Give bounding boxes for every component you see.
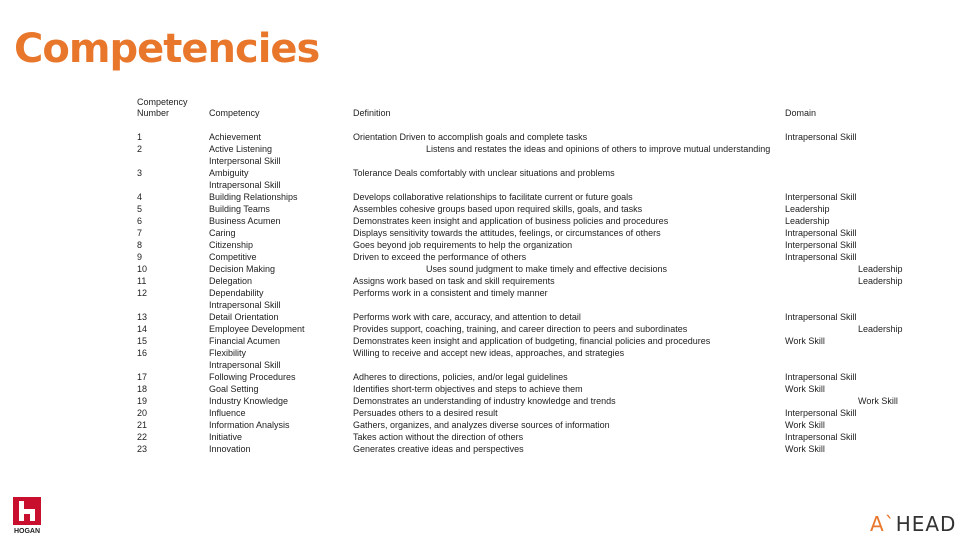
- row-competency: Competitive: [209, 252, 257, 262]
- row-definition: Tolerance Deals comfortably with unclear situations and problems: [353, 168, 615, 178]
- row-domain: Leadership: [858, 324, 903, 334]
- row-definition: Persuades others to a desired result: [353, 408, 498, 418]
- row-definition: Displays sensitivity towards the attitudes, feelings, or circumstances of others: [353, 228, 661, 238]
- row-definition: Uses sound judgment to make timely and effective decisions: [426, 264, 667, 274]
- row-competency: Ambiguity: [209, 168, 249, 178]
- row-domain: Intrapersonal Skill: [785, 312, 857, 322]
- row-number: 10: [137, 264, 148, 274]
- row-number: 12: [137, 288, 148, 298]
- row-competency: Goal Setting: [209, 384, 259, 394]
- row-number: 19: [137, 396, 148, 406]
- row-domain: Intrapersonal Skill: [785, 432, 857, 442]
- row-number: 7: [137, 228, 143, 238]
- row-domain: Intrapersonal Skill: [785, 372, 857, 382]
- row-number: 1: [137, 132, 143, 142]
- row-domain: Intrapersonal Skill: [785, 228, 857, 238]
- row-definition: Assigns work based on task and skill requirements: [353, 276, 555, 286]
- row-competency: Innovation: [209, 444, 251, 454]
- row-domain: Interpersonal Skill: [785, 240, 857, 250]
- row-competency: Dependability: [209, 288, 264, 298]
- row-domain: Work Skill: [858, 396, 898, 406]
- row-competency: Information Analysis: [209, 420, 290, 430]
- row-number: 11: [137, 276, 147, 286]
- row-number: 16: [137, 348, 148, 358]
- row-definition: Demonstrates an understanding of industry knowledge and trends: [353, 396, 616, 406]
- row-number: 20: [137, 408, 148, 418]
- row-competency: Building Teams: [209, 204, 270, 214]
- row-competency: Decision Making: [209, 264, 276, 274]
- row-competency: Delegation: [209, 276, 253, 286]
- row-definition: Listens and restates the ideas and opinions of others to improve mutual understanding: [426, 144, 771, 154]
- row-domain: Intrapersonal Skill: [785, 132, 857, 142]
- row-number: 3: [137, 168, 143, 178]
- page-title: Competencies: [14, 26, 320, 72]
- row-competency: Following Procedures: [209, 372, 296, 382]
- row-definition: Adheres to directions, policies, and/or legal guidelines: [353, 372, 568, 382]
- row-definition: Provides support, coaching, training, and career direction to peers and subordinates: [353, 324, 688, 334]
- row-number: 9: [137, 252, 143, 262]
- row-competency: Industry Knowledge: [209, 396, 289, 406]
- row-definition: Performs work in a consistent and timely manner: [353, 288, 548, 298]
- header-domain: Domain: [785, 108, 817, 118]
- row-domain: Leadership: [858, 264, 903, 274]
- row-domain: Work Skill: [785, 444, 825, 454]
- row-domain: Interpersonal Skill: [785, 408, 857, 418]
- row-domain: Work Skill: [785, 420, 825, 430]
- row-number: 13: [137, 312, 148, 322]
- row-definition: Goes beyond job requirements to help the organization: [353, 240, 573, 250]
- row-competency: Flexibility: [209, 348, 247, 358]
- row-definition: Assembles cohesive groups based upon required skills, goals, and tasks: [353, 204, 643, 214]
- row-competency: Initiative: [209, 432, 243, 442]
- header-competency: Competency: [209, 108, 260, 118]
- row-number: 18: [137, 384, 148, 394]
- row-competency: Citizenship: [209, 240, 254, 250]
- row-definition: Demonstrates keen insight and application of business policies and procedures: [353, 216, 669, 226]
- row-competency: Intrapersonal Skill: [209, 300, 281, 310]
- row-number: 22: [137, 432, 148, 442]
- row-competency: Intrapersonal Skill: [209, 180, 281, 190]
- ahead-logo-mark: A`: [870, 512, 896, 536]
- hogan-logo-mark-icon: [12, 496, 42, 534]
- row-number: 8: [137, 240, 143, 250]
- row-number: 21: [137, 420, 148, 430]
- row-number: 5: [137, 204, 143, 214]
- row-domain: Intrapersonal Skill: [785, 252, 857, 262]
- row-definition: Generates creative ideas and perspectives: [353, 444, 524, 454]
- row-definition: Willing to receive and accept new ideas, approaches, and strategies: [353, 348, 625, 358]
- row-competency: Interpersonal Skill: [209, 156, 281, 166]
- ahead-logo-text: HEAD: [895, 512, 957, 536]
- row-definition: Performs work with care, accuracy, and attention to detail: [353, 312, 581, 322]
- hogan-logo-text: HOGAN: [13, 528, 41, 534]
- row-domain: Leadership: [785, 204, 830, 214]
- row-domain: Leadership: [785, 216, 830, 226]
- row-definition: Demonstrates keen insight and application of budgeting, financial policies and procedures: [353, 336, 711, 346]
- row-definition: Gathers, organizes, and analyzes diverse sources of information: [353, 420, 610, 430]
- row-competency: Achievement: [209, 132, 262, 142]
- ahead-logo: [870, 512, 956, 536]
- row-competency: Employee Development: [209, 324, 305, 334]
- row-definition: Takes action without the direction of others: [353, 432, 524, 442]
- row-number: 17: [137, 372, 148, 382]
- row-competency: Active Listening: [209, 144, 273, 154]
- row-domain: Interpersonal Skill: [785, 192, 857, 202]
- row-definition: Driven to exceed the performance of others: [353, 252, 527, 262]
- row-competency: Intrapersonal Skill: [209, 360, 281, 370]
- row-definition: Orientation Driven to accomplish goals and complete tasks: [353, 132, 588, 142]
- header-number-line1: Competency: [137, 97, 188, 107]
- row-number: 6: [137, 216, 143, 226]
- hogan-logo: [12, 496, 42, 534]
- row-competency: Business Acumen: [209, 216, 281, 226]
- row-number: 4: [137, 192, 143, 202]
- row-domain: Work Skill: [785, 336, 825, 346]
- header-number-line2: Number: [137, 108, 170, 118]
- row-competency: Caring: [209, 228, 236, 238]
- row-number: 14: [137, 324, 148, 334]
- row-competency: Financial Acumen: [209, 336, 281, 346]
- header-definition: Definition: [353, 108, 391, 118]
- row-number: 2: [137, 144, 143, 154]
- row-domain: Leadership: [858, 276, 903, 286]
- row-domain: Work Skill: [785, 384, 825, 394]
- row-competency: Detail Orientation: [209, 312, 279, 322]
- row-competency: Building Relationships: [209, 192, 298, 202]
- row-competency: Influence: [209, 408, 246, 418]
- row-definition: Develops collaborative relationships to facilitate current or future goals: [353, 192, 633, 202]
- row-number: 15: [137, 336, 148, 346]
- row-definition: Identifies short-term objectives and steps to achieve them: [353, 384, 583, 394]
- row-number: 23: [137, 444, 148, 454]
